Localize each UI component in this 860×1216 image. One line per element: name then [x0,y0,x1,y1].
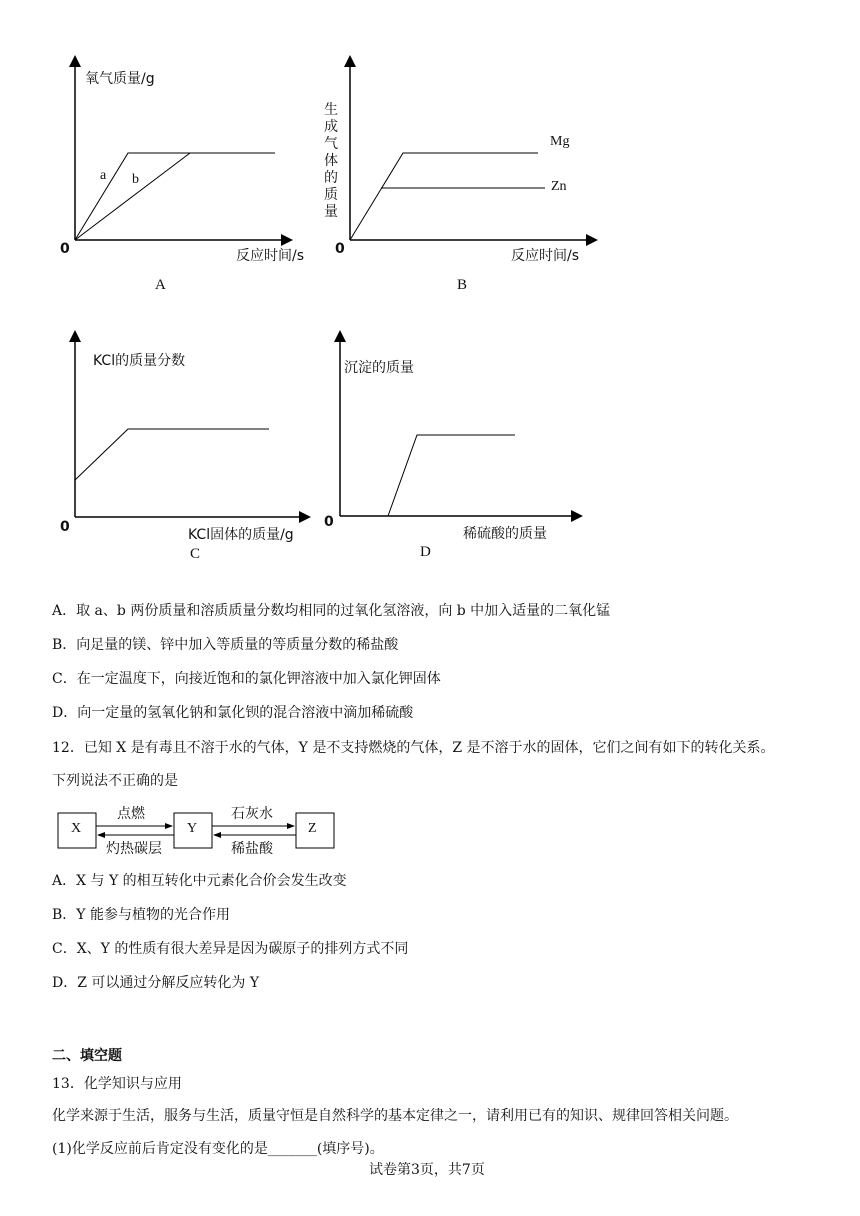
graph-d-ylabel: 沉淀的质量 [344,360,414,376]
graph-d-origin: 0 [324,514,334,530]
xy-bottom-label: 灼热碳层 [106,841,162,857]
q12-option-b: B．Y 能参与植物的光合作用 [52,907,230,923]
graph-c-xlabel: KCl固体的质量/g [188,527,294,543]
graph-b-line-mg [350,153,538,240]
graph-d [315,330,585,570]
q13-part-1: (1)化学反应前后肯定没有变化的是_______(填序号)。 [52,1141,384,1157]
section-title: 二、填空题 [52,1048,122,1064]
graph-c [55,330,315,570]
graph-b-xlabel: 反应时间/s [511,248,580,264]
q12-option-d: D．Z 可以通过分解反应转化为 Y [52,975,260,991]
q12-option-a: A．X 与 Y 的相互转化中元素化合价会发生改变 [52,873,347,889]
graph-a-origin: 0 [60,241,70,257]
graph-c-caption: C [190,546,201,562]
box-x-label: X [71,821,82,836]
box-z-label: Z [308,821,317,836]
graph-c-line [75,429,269,480]
q12-conversion-diagram [55,800,345,862]
graph-a-caption: A [155,277,166,293]
box-y-label: Y [187,821,198,836]
graph-c-origin: 0 [60,519,70,535]
graph-a-label-b: b [132,172,139,187]
q11-option-c: C．在一定温度下，向接近饱和的氯化钾溶液中加入氯化钾固体 [52,671,441,687]
graph-a [55,55,305,295]
graph-a-label-a: a [100,168,107,183]
graph-a-line-a [75,153,275,240]
q12-stem-2: 下列说法不正确的是 [52,773,178,789]
q13-intro: 化学来源于生活，服务与生活，质量守恒是自然科学的基本定律之一，请利用已有的知识、规律回答相关问题。 [52,1108,738,1124]
yz-top-label: 石灰水 [231,806,273,822]
graph-d-caption: D [420,544,431,560]
graph-a-line-b [75,153,190,240]
xy-top-label: 点燃 [117,806,145,822]
graph-d-xlabel: 稀硫酸的质量 [463,526,547,542]
q11-option-a: A．取 a、b 两份质量和溶质质量分数均相同的过氧化氢溶液，向 b 中加入适量的二氧化锰 [52,603,611,619]
graph-b-series-zn: Zn [551,179,567,194]
q13-title: 13．化学知识与应用 [52,1076,182,1092]
graph-a-ylabel: 氧气质量/g [85,71,155,87]
q12-diagram-svg [55,800,345,862]
graph-b-ylabel: 生成气体的质量 [324,102,338,220]
q11-option-b: B．向足量的镁、锌中加入等质量的等质量分数的稀盐酸 [52,637,399,653]
q11-option-d: D．向一定量的氢氧化钠和氯化钡的混合溶液中滴加稀硫酸 [52,705,414,721]
graph-d-line [388,435,515,516]
yz-bottom-label: 稀盐酸 [231,841,273,857]
graph-a-xlabel: 反应时间/s [236,248,305,264]
q12-option-c: C．X、Y 的性质有很大差异是因为碳原子的排列方式不同 [52,941,409,957]
graph-b-origin: 0 [335,241,345,257]
graph-b-series-mg: Mg [550,134,570,149]
graph-c-ylabel: KCl的质量分数 [93,353,186,369]
graph-b-caption: B [457,277,468,293]
q12-stem: 12．已知 X 是有毒且不溶于水的气体，Y 是不支持燃烧的气体，Z 是不溶于水的固体，它们之间有如下的转化关系。 [52,740,775,756]
graph-b [324,55,600,295]
page-footer: 试卷第3页，共7页 [369,1162,485,1178]
